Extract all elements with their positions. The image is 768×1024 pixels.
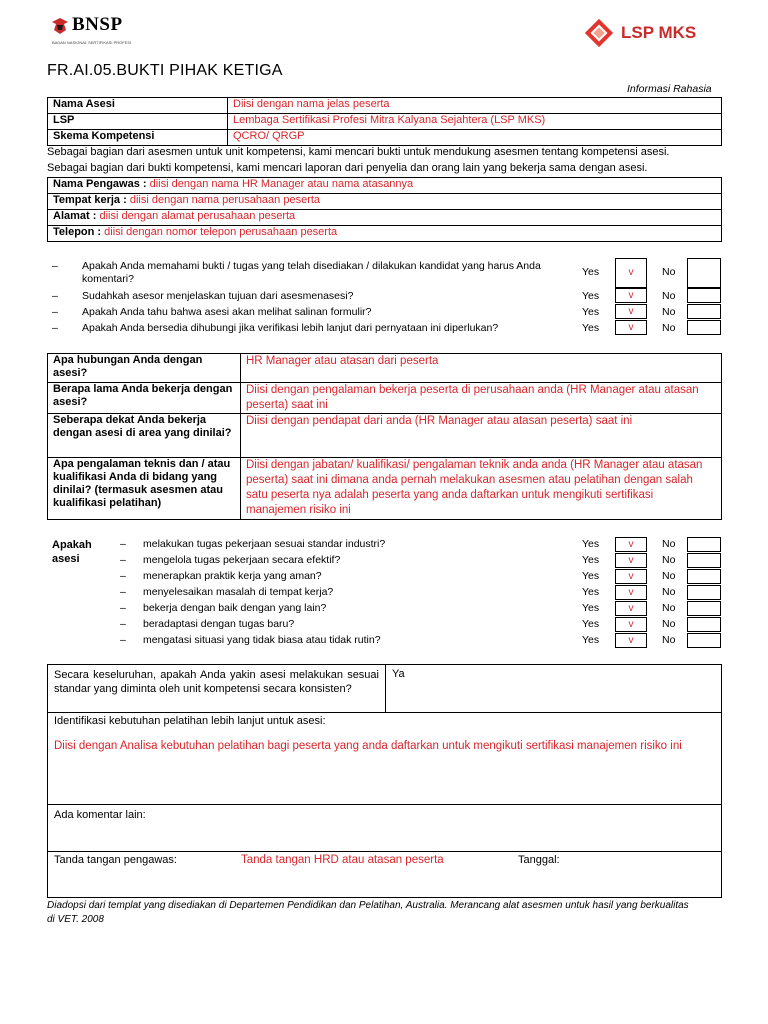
yes-checkbox[interactable]: v xyxy=(615,288,647,303)
supervisor-label: Alamat : xyxy=(53,210,97,222)
supervisor-cell[interactable] xyxy=(48,194,722,210)
overall-row xyxy=(48,665,722,713)
supervisor-row xyxy=(48,194,722,210)
training-value: Diisi dengan Analisa kebutuhan pelatihan bagi peserta yang anda daftarkan untuk mengikuti sertifikasi manajemen risiko ini xyxy=(54,740,682,752)
question-row xyxy=(120,570,560,585)
yes-label: Yes xyxy=(582,322,600,334)
info-row-nama-asesi xyxy=(48,98,722,114)
lsp-mks-logo-text: LSP MKS xyxy=(621,23,697,42)
yes-label: Yes xyxy=(582,602,600,614)
dash: – xyxy=(52,290,58,302)
relation-row xyxy=(48,458,722,520)
no-label: No xyxy=(662,290,676,302)
no-checkbox[interactable] xyxy=(687,304,721,319)
supervisor-label: Nama Pengawas : xyxy=(53,178,147,190)
intro-line-1: Sebagai bagian dari asesmen untuk unit kompetensi, kami mencari bukti untuk mendukung asesmen tentang kompetensi asesi. xyxy=(47,146,670,158)
question-row xyxy=(120,554,560,569)
relation-value[interactable]: Diisi dengan jabatan/ kualifikasi/ pengalaman teknik anda anda (HR Manager atau atasan peserta) saat ini dimana anda pernah melakukan asesmen atau pelatihan dengan salah satu peserta nya adalah peserta yang anda daftarkan untuk mengikuti sertifikasi manajemen risiko ini xyxy=(241,458,722,520)
info-value[interactable]: QCRO/ QRGP xyxy=(228,130,722,146)
yes-checkbox[interactable]: v xyxy=(615,320,647,335)
dash: – xyxy=(52,322,58,334)
supervisor-table xyxy=(47,177,722,242)
yes-label: Yes xyxy=(582,634,600,646)
no-checkbox[interactable] xyxy=(687,320,721,335)
comment-cell[interactable] xyxy=(48,805,722,852)
supervisor-value: diisi dengan nama HR Manager atau nama atasannya xyxy=(149,178,414,190)
supervisor-value: diisi dengan nama perusahaan peserta xyxy=(129,194,321,206)
relation-row xyxy=(48,383,722,414)
training-row xyxy=(48,713,722,805)
bnsp-logo xyxy=(50,14,140,48)
bnsp-logo-subtitle: BADAN NASIONAL SERTIFIKASI PROFESI xyxy=(52,40,132,45)
yes-label: Yes xyxy=(582,538,600,550)
dash: – xyxy=(120,602,126,614)
no-checkbox[interactable] xyxy=(687,633,721,648)
question-text: Apakah Anda tahu bahwa asesi akan melihat salinan formulir? xyxy=(82,306,372,318)
relation-label: Apa pengalaman teknis dan / atau kualifikasi Anda di bidang yang dinilai? (termasuk asesmen atau kualifikasi pelatihan) xyxy=(48,458,241,520)
yes-checkbox[interactable]: v xyxy=(615,537,647,552)
overall-question: Secara keseluruhan, apakah Anda yakin asesi melakukan sesuai standar yang diminta oleh unit kompetensi secara konsisten? xyxy=(48,665,386,713)
garuda-icon xyxy=(50,16,70,36)
signature-label: Tanda tangan pengawas: xyxy=(54,854,177,866)
no-label: No xyxy=(662,266,676,278)
yes-label: Yes xyxy=(582,290,600,302)
relation-table xyxy=(47,353,722,520)
dash: – xyxy=(120,554,126,566)
supervisor-label: Tempat kerja : xyxy=(53,194,127,206)
question-row xyxy=(120,602,560,617)
relation-label: Apa hubungan Anda dengan asesi? xyxy=(48,354,241,383)
training-label: Identifikasi kebutuhan pelatihan lebih lanjut untuk asesi: xyxy=(54,715,326,727)
supervisor-value: diisi dengan alamat perusahaan peserta xyxy=(99,210,296,222)
no-label: No xyxy=(662,602,676,614)
dash: – xyxy=(52,260,58,272)
no-label: No xyxy=(662,538,676,550)
question-row xyxy=(52,306,572,321)
supervisor-row xyxy=(48,210,722,226)
yes-checkbox[interactable]: v xyxy=(615,569,647,584)
intro-line-2: Sebagai bagian dari bukti kompetensi, kami mencari laporan dari penyelia dan orang lain yang bekerja sama dengan asesi. xyxy=(47,162,648,174)
question-text: Apakah Anda bersedia dihubungi jika verifikasi lebih lanjut dari pernyataan ini diperlukan? xyxy=(82,322,499,334)
info-row-skema xyxy=(48,130,722,146)
yes-checkbox[interactable]: v xyxy=(615,258,647,288)
supervisor-label: Telepon : xyxy=(53,226,102,238)
signature-cell[interactable] xyxy=(48,852,722,898)
no-label: No xyxy=(662,322,676,334)
question-text: mengatasi situasi yang tidak biasa atau tidak rutin? xyxy=(143,634,381,646)
question-row xyxy=(120,634,560,649)
no-label: No xyxy=(662,634,676,646)
apakah-asesi-label: Apakah asesi xyxy=(52,539,92,565)
yes-label: Yes xyxy=(582,586,600,598)
question-text: melakukan tugas pekerjaan sesuai standar industri? xyxy=(143,538,386,550)
yes-label: Yes xyxy=(582,266,600,278)
dash: – xyxy=(120,570,126,582)
supervisor-value: diisi dengan nomor telepon perusahaan peserta xyxy=(104,226,338,238)
relation-value[interactable]: Diisi dengan pengalaman bekerja peserta di perusahaan anda (HR Manager atau atasan peserta) saat ini xyxy=(241,383,722,414)
no-checkbox[interactable] xyxy=(687,288,721,303)
supervisor-cell[interactable] xyxy=(48,210,722,226)
info-label: LSP xyxy=(48,114,228,130)
bnsp-logo-text: BNSP xyxy=(72,14,123,35)
yes-checkbox[interactable]: v xyxy=(615,304,647,319)
info-label: Nama Asesi xyxy=(48,98,228,114)
no-checkbox[interactable] xyxy=(687,585,721,600)
confidential-label: Informasi Rahasia xyxy=(627,83,712,95)
yes-checkbox[interactable]: v xyxy=(615,585,647,600)
yes-checkbox[interactable]: v xyxy=(615,601,647,616)
yes-checkbox[interactable]: v xyxy=(615,553,647,568)
question-text: Apakah Anda memahami bukti / tugas yang telah disediakan / dilakukan kandidat yang harus Anda komentari? xyxy=(82,260,541,285)
question-row xyxy=(52,322,572,337)
overall-answer[interactable]: Ya xyxy=(386,665,722,713)
comment-row xyxy=(48,805,722,852)
supervisor-row xyxy=(48,226,722,242)
question-text: menerapkan praktik kerja yang aman? xyxy=(143,570,322,582)
signature-row xyxy=(48,852,722,898)
question-text: mengelola tugas pekerjaan secara efektif? xyxy=(143,554,341,566)
relation-value[interactable]: HR Manager atau atasan dari peserta xyxy=(241,354,722,383)
no-label: No xyxy=(662,306,676,318)
no-label: No xyxy=(662,570,676,582)
info-value[interactable]: Lembaga Sertifikasi Profesi Mitra Kalyana Sejahtera (LSP MKS) xyxy=(228,114,722,130)
signature-value: Tanda tangan HRD atau atasan peserta xyxy=(241,854,444,866)
question-row xyxy=(120,538,560,553)
footer-note: Diadopsi dari templat yang disediakan di Departemen Pendidikan dan Pelatihan, Australia. Merancang alat asesmen untuk hasil yang berkualitas di VET. 2008 xyxy=(47,900,689,925)
info-table xyxy=(47,97,722,146)
question-text: menyelesaikan masalah di tempat kerja? xyxy=(143,586,334,598)
no-label: No xyxy=(662,554,676,566)
question-text: bekerja dengan baik dengan yang lain? xyxy=(143,602,327,614)
relation-label: Berapa lama Anda bekerja dengan asesi? xyxy=(48,383,241,414)
dash: – xyxy=(120,538,126,550)
question-row xyxy=(120,618,560,633)
no-checkbox[interactable] xyxy=(687,537,721,552)
no-checkbox[interactable] xyxy=(687,617,721,632)
no-checkbox[interactable] xyxy=(687,553,721,568)
question-text: beradaptasi dengan tugas baru? xyxy=(143,618,295,630)
page-title: FR.AI.05.BUKTI PIHAK KETIGA xyxy=(47,62,283,79)
supervisor-cell[interactable] xyxy=(48,226,722,242)
dash: – xyxy=(120,586,126,598)
yes-checkbox[interactable]: v xyxy=(615,617,647,632)
supervisor-row xyxy=(48,178,722,194)
no-label: No xyxy=(662,586,676,598)
dash: – xyxy=(120,618,126,630)
yes-label: Yes xyxy=(582,554,600,566)
yes-label: Yes xyxy=(582,618,600,630)
no-checkbox[interactable] xyxy=(687,569,721,584)
dash: – xyxy=(120,634,126,646)
final-table xyxy=(47,664,722,898)
info-row-lsp xyxy=(48,114,722,130)
yes-checkbox[interactable]: v xyxy=(615,633,647,648)
relation-row xyxy=(48,354,722,383)
relation-value[interactable]: Diisi dengan pendapat dari anda (HR Manager atau atasan peserta) saat ini xyxy=(241,414,722,458)
supervisor-cell[interactable] xyxy=(48,178,722,194)
comment-label: Ada komentar lain: xyxy=(54,809,146,821)
info-value[interactable]: Diisi dengan nama jelas peserta xyxy=(228,98,722,114)
no-checkbox[interactable] xyxy=(687,258,721,288)
lsp-mks-logo xyxy=(585,20,725,50)
no-label: No xyxy=(662,618,676,630)
relation-label: Seberapa dekat Anda bekerja dengan asesi di area yang dinilai? xyxy=(48,414,241,458)
info-label: Skema Kompetensi xyxy=(48,130,228,146)
no-checkbox[interactable] xyxy=(687,601,721,616)
question-row xyxy=(120,586,560,601)
question-row xyxy=(52,290,572,305)
dash: – xyxy=(52,306,58,318)
date-label: Tanggal: xyxy=(518,854,560,866)
relation-row xyxy=(48,414,722,458)
question-text: Sudahkah asesor menjelaskan tujuan dari asesmenasesi? xyxy=(82,290,354,302)
training-cell[interactable] xyxy=(48,713,722,805)
yes-label: Yes xyxy=(582,570,600,582)
yes-label: Yes xyxy=(582,306,600,318)
